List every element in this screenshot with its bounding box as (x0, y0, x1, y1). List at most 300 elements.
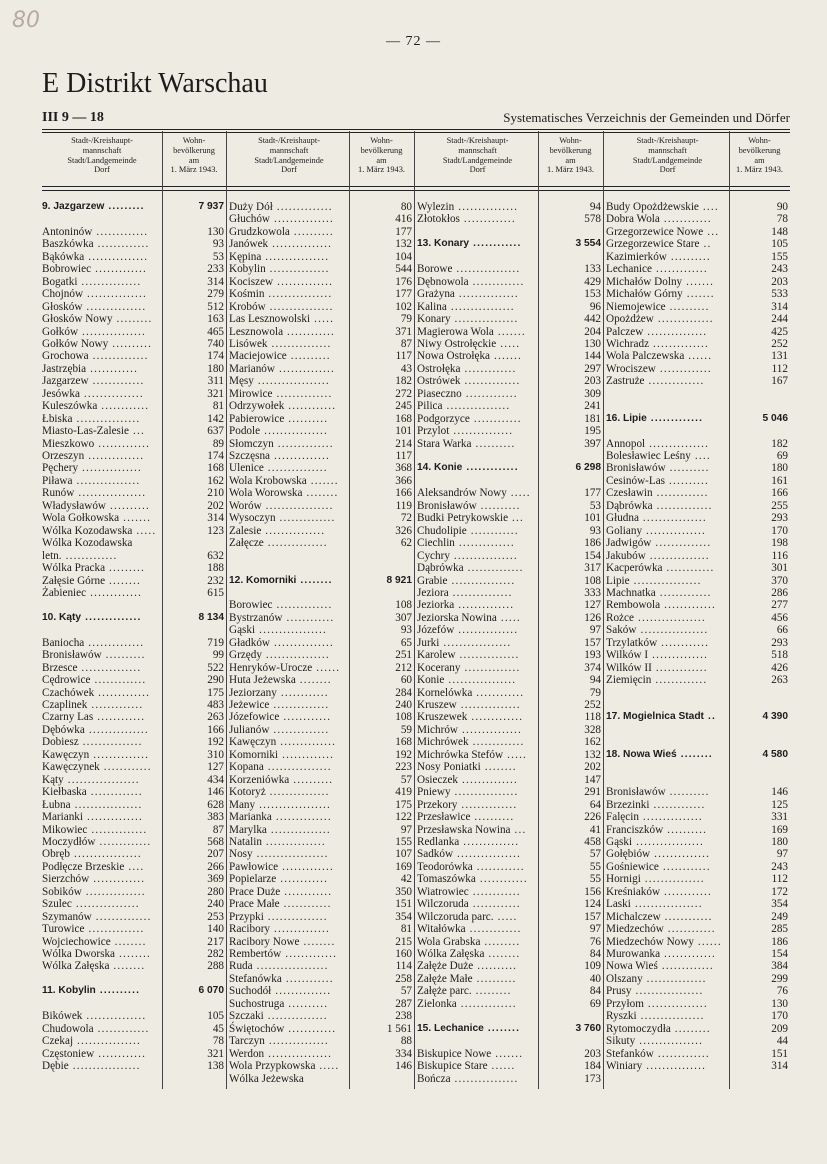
population-value: 97 (776, 848, 788, 861)
place-row (42, 836, 224, 848)
dot-leader: ............... (81, 885, 146, 898)
population-value: 168 (395, 412, 412, 425)
place-name: Osieczek .............. (417, 773, 518, 786)
place-name: Grzegorzewice Nowe ... (606, 225, 720, 238)
population-value: 578 (584, 213, 601, 226)
population-value: 207 (207, 848, 224, 861)
population-value: 253 (207, 910, 224, 923)
dot-leader: ..... (315, 1060, 340, 1073)
place-name: Many .................. (229, 798, 332, 811)
place-name: Wilków I .............. (606, 649, 709, 662)
place-row (417, 774, 601, 786)
dot-leader: ............. (646, 412, 704, 424)
dot-leader: .............. (84, 450, 145, 462)
place-name: Wilczoruda ............ (417, 898, 521, 911)
population-value: 69 (589, 997, 601, 1010)
place-row (229, 774, 412, 786)
place-row (606, 985, 788, 997)
place-name: Borowiec .............. (229, 599, 333, 612)
population-value: 170 (771, 1010, 788, 1023)
population-value: 146 (207, 786, 224, 799)
dot-leader: .............. (272, 599, 333, 612)
gemeinde-heading (42, 612, 224, 624)
dot-leader: ................. (70, 798, 143, 811)
population-value: 108 (584, 574, 601, 587)
place-name: Kacperówka ............ (606, 562, 715, 575)
place-name: Aleksandrów Nowy ..... (417, 487, 531, 500)
dot-leader: ................ (264, 288, 333, 301)
place-name: Wólka Kozodawska (42, 537, 133, 550)
place-name: Przekory .............. (417, 798, 518, 811)
dot-leader: ............. (660, 599, 717, 612)
dot-leader: .......... (286, 350, 331, 363)
place-row (606, 263, 788, 275)
dot-leader: ............... (455, 649, 520, 662)
place-row (229, 375, 412, 387)
place-name: 13. Konary ............ (417, 238, 522, 250)
population-value: 157 (584, 636, 601, 649)
place-row (229, 861, 412, 873)
dot-leader: ................. (630, 898, 703, 911)
place-name: Gładków ............... (229, 636, 334, 649)
population-value: 333 (584, 586, 601, 599)
population-value: 93 (400, 624, 412, 637)
place-row (42, 724, 224, 736)
place-row (606, 201, 788, 213)
place-row (606, 811, 788, 823)
population-value: 272 (395, 387, 412, 400)
population-value: 203 (584, 1047, 601, 1060)
place-name: Ostrówek .............. (417, 375, 521, 388)
dot-leader: ............... (83, 288, 147, 301)
dot-leader: ............ (466, 524, 519, 537)
dot-leader: ..... (310, 313, 335, 326)
dot-leader: .............. (273, 275, 334, 288)
population-value: 156 (584, 885, 601, 898)
place-row (417, 637, 601, 649)
top-rule-inner (42, 132, 790, 133)
dot-leader: ............ (475, 873, 528, 886)
place-name: Orzeszyn .............. (42, 450, 145, 462)
place-row (229, 276, 412, 288)
place-row (606, 973, 788, 985)
place-row (606, 251, 788, 263)
place-row (417, 338, 601, 350)
dot-leader: ............... (642, 972, 707, 985)
population-value: 123 (207, 524, 224, 537)
place-row (606, 886, 788, 898)
dot-leader: ................ (73, 1035, 142, 1048)
place-name: Załęże parc. ......... (417, 985, 512, 998)
dot-leader: ............... (78, 736, 143, 749)
population-value: 182 (395, 375, 412, 388)
place-row (417, 413, 601, 425)
dot-leader: ............... (266, 823, 331, 836)
place-row (417, 848, 601, 860)
gemeinde-heading (229, 575, 412, 587)
header-population: Wohn- bevölkerung am 1. März 1943. (547, 136, 594, 175)
place-name: Wólka Załęska ........ (417, 948, 521, 960)
population-value: 146 (395, 1060, 412, 1073)
dot-leader: ............... (264, 1035, 329, 1048)
population-value: 88 (400, 1035, 412, 1048)
dot-leader: ............... (643, 997, 708, 1010)
dot-leader: .............. (456, 997, 517, 1010)
population-value: 78 (776, 213, 788, 226)
population-value: 202 (207, 499, 224, 512)
place-name: Wólka Dworska ........ (42, 948, 151, 960)
place-row (417, 350, 601, 362)
place-name: Jurki ................. (417, 636, 512, 649)
dot-leader: ......... (480, 935, 521, 948)
gemeinde-heading (606, 749, 788, 761)
population-value: 97 (589, 624, 601, 637)
population-value: 238 (395, 1010, 412, 1023)
place-row (229, 923, 412, 935)
population-value: 119 (395, 499, 412, 512)
population-value: 84 (589, 985, 601, 998)
population-value: 59 (400, 723, 412, 736)
place-name: Bolesławiec Leśny .... (606, 450, 711, 462)
place-name: Antoninów ............. (42, 225, 149, 238)
population-value: 3 554 (575, 238, 601, 250)
place-name: Łubna ................. (42, 798, 143, 811)
place-name: Rytomoczydła ......... (606, 1022, 711, 1035)
place-row (417, 375, 601, 387)
place-name: Dąbrówka .............. (417, 562, 524, 575)
population-value: 397 (584, 437, 601, 450)
dot-leader: .................. (252, 848, 329, 861)
place-row (229, 599, 412, 611)
dot-leader: ................ (450, 1072, 519, 1085)
dot-leader: ............. (278, 748, 335, 761)
place-row (229, 811, 412, 823)
place-name: Popielarze ............ (229, 873, 329, 886)
place-row (42, 848, 224, 860)
dot-leader: .......... (101, 649, 146, 662)
population-value: 62 (400, 537, 412, 550)
place-name: Grochowa .............. (42, 350, 149, 363)
place-name: Wólka Jeżewska (229, 1072, 304, 1085)
population-value: 314 (771, 300, 788, 313)
population-value: 522 (207, 661, 224, 674)
population-value: 366 (395, 474, 412, 487)
place-row (606, 438, 788, 450)
dot-leader: ............... (645, 437, 710, 450)
place-name: 10. Kąty .............. (42, 611, 142, 623)
dot-leader: .......... (95, 985, 141, 997)
population-value: 175 (395, 798, 412, 811)
place-row (42, 238, 224, 250)
population-value: 309 (584, 387, 601, 400)
population-value: 177 (395, 288, 412, 301)
population-value: 168 (395, 736, 412, 749)
place-row (229, 537, 412, 549)
place-name: Wólka Załęska ........ (42, 960, 146, 973)
population-value: 282 (207, 948, 224, 960)
dot-leader: ............. (93, 1022, 150, 1035)
place-name: Janówek ............... (229, 238, 333, 251)
place-name: Obręb ................. (42, 848, 142, 861)
dot-leader: ............. (657, 960, 714, 973)
population-value: 162 (207, 474, 224, 487)
population-value: 310 (207, 748, 224, 761)
dot-leader: ..... (496, 337, 521, 350)
population-value: 94 (589, 201, 601, 213)
place-row (42, 450, 224, 462)
population-value: 176 (395, 275, 412, 288)
place-name: Prusy ................. (606, 985, 704, 998)
dot-leader: .......... (289, 773, 334, 786)
population-value: 637 (207, 425, 224, 438)
population-value: 368 (395, 462, 412, 475)
dot-leader: .......... (284, 412, 329, 425)
place-row (417, 624, 601, 636)
dot-leader: ................. (255, 624, 328, 637)
place-row (229, 400, 412, 412)
population-value: 240 (207, 898, 224, 911)
place-row (42, 375, 224, 387)
place-row (417, 500, 601, 512)
population-value: 374 (584, 661, 601, 674)
place-name: Pilica ................ (417, 400, 511, 413)
place-row (417, 301, 601, 313)
place-name: Rembertów ............. (229, 948, 338, 960)
population-value: 105 (207, 1010, 224, 1023)
population-value: 245 (395, 400, 412, 413)
place-row (417, 724, 601, 736)
dot-leader: ................ (72, 474, 141, 487)
dot-leader: .............. (454, 599, 515, 612)
dot-leader: .......... (106, 499, 150, 512)
place-name: Kornelówka ............ (417, 686, 525, 699)
place-row (606, 873, 788, 885)
dot-leader: .............. (652, 499, 713, 512)
place-row (417, 711, 601, 723)
population-value: 288 (207, 960, 224, 973)
place-row (606, 911, 788, 923)
dot-leader: ............... (82, 300, 147, 313)
place-name: Głosków ............... (42, 300, 147, 313)
place-name: Jeziora ............... (417, 586, 513, 599)
place-name: Bikówek ............... (42, 1010, 147, 1023)
place-row (229, 326, 412, 338)
population-value: 97 (589, 923, 601, 936)
dot-leader: ........ (105, 574, 142, 587)
section-code: III 9 — 18 (42, 110, 104, 125)
population-value: 512 (207, 300, 224, 313)
place-name: Wysoczyn .............. (229, 512, 336, 525)
place-row (606, 512, 788, 524)
place-name: Zielonka .............. (417, 997, 517, 1010)
place-row (606, 313, 788, 325)
dot-leader: ............ (279, 898, 332, 911)
population-value: 76 (589, 935, 601, 948)
population-value: 101 (584, 512, 601, 525)
place-row (606, 824, 788, 836)
place-name: Kiełbaska ............. (42, 786, 143, 799)
dot-leader: .............. (650, 848, 711, 861)
place-row (417, 562, 601, 574)
dot-leader: .............. (272, 201, 333, 213)
place-row (42, 824, 224, 836)
place-row (229, 836, 412, 848)
dot-leader: .......... (472, 972, 517, 985)
page-number: — 72 — (386, 34, 441, 49)
population-value: 240 (395, 699, 412, 711)
place-row (42, 1035, 224, 1047)
population-value: 334 (395, 1047, 412, 1060)
place-row (606, 786, 788, 798)
place-name: Jadwigów .............. (606, 537, 712, 550)
population-value: 130 (771, 997, 788, 1010)
place-row (417, 550, 601, 562)
population-value: 57 (400, 773, 412, 786)
dot-leader: ............ (660, 910, 713, 923)
place-row (417, 662, 601, 674)
place-row (229, 288, 412, 300)
dot-leader: ............... (84, 723, 149, 736)
population-value: 172 (771, 885, 788, 898)
population-value: 93 (589, 524, 601, 537)
dot-leader: .............. (87, 823, 148, 836)
population-value: 124 (584, 898, 601, 911)
place-row (229, 960, 412, 972)
population-value: 157 (584, 910, 601, 923)
dot-leader: ........ (115, 948, 151, 960)
place-name: Komorniki ............. (229, 748, 335, 761)
dot-leader: ............... (642, 1060, 707, 1073)
place-name: Wilczoruda parc. ..... (417, 910, 518, 923)
dot-leader: ............ (660, 885, 713, 898)
population-value: 4 390 (762, 711, 788, 723)
dot-leader: ....... (119, 512, 152, 525)
population-value: 42 (400, 873, 412, 886)
place-row (229, 301, 412, 313)
population-value: 173 (584, 1072, 601, 1085)
place-row (42, 562, 224, 574)
place-row (42, 1060, 224, 1072)
place-row (229, 799, 412, 811)
place-row (229, 649, 412, 661)
dot-leader: .......... (284, 997, 329, 1010)
dot-leader: .............. (270, 923, 330, 936)
population-value: 217 (207, 935, 224, 948)
place-name: Jeziorka .............. (417, 599, 515, 612)
dot-leader: ..... (496, 611, 521, 624)
place-row (229, 711, 412, 723)
dot-leader: ............. (61, 549, 118, 562)
population-value: 162 (584, 736, 601, 749)
place-row (42, 960, 224, 972)
population-value: 151 (395, 898, 412, 911)
place-name: Witałówka ............. (417, 923, 522, 936)
place-name: Natalin ............... (229, 835, 326, 848)
place-name: Bogatki ............... (42, 275, 142, 288)
place-name: 17. Mogielnica Stadt .. (606, 711, 717, 723)
place-row (606, 861, 788, 873)
place-name: Głosków Nowy ......... (42, 313, 153, 326)
place-name: Wola Worowska ........ (229, 487, 339, 500)
place-row (229, 512, 412, 524)
dot-leader: ............ (282, 611, 335, 624)
place-row (417, 1060, 601, 1072)
place-name: Józefowice ............ (229, 711, 332, 724)
place-name: Wola Gołkowska ....... (42, 512, 152, 525)
population-value: 101 (395, 425, 412, 438)
place-row (417, 923, 601, 935)
place-name: Szymanów .............. (42, 910, 152, 923)
dot-leader: ............... (82, 1010, 147, 1023)
dot-leader: .............. (271, 985, 332, 998)
population-value: 154 (584, 549, 601, 562)
population-value: 57 (400, 985, 412, 998)
population-value: 44 (776, 1035, 788, 1048)
population-value: 89 (212, 437, 224, 450)
place-name: Brzezinki ............. (606, 798, 706, 811)
dot-leader: ............ (469, 238, 522, 250)
place-row (42, 948, 224, 960)
population-value: 166 (771, 487, 788, 500)
place-row (42, 911, 224, 923)
place-name: letn. ............. (42, 549, 118, 562)
place-name: Grabie ................ (417, 574, 516, 587)
dot-leader: ................. (636, 624, 709, 637)
place-name: 11. Kobylin .......... (42, 985, 141, 997)
place-row (417, 363, 601, 375)
dot-leader: .............. (88, 350, 149, 363)
dot-leader: .............. (458, 773, 518, 786)
place-name: Kopana ................ (229, 761, 332, 774)
population-value: 193 (584, 649, 601, 662)
place-name: Brzesce ............... (42, 661, 142, 674)
place-name: Wilków II ............. (606, 661, 708, 674)
dot-leader: ................ (261, 250, 330, 263)
dot-leader: ............... (454, 201, 519, 213)
population-value: 426 (771, 661, 788, 674)
population-value: 108 (395, 711, 412, 724)
place-row (229, 313, 412, 325)
place-row (229, 1023, 412, 1035)
dot-leader: ...... (487, 1060, 516, 1073)
place-name: Dębie ................. (42, 1060, 141, 1073)
dot-leader: ............... (645, 549, 710, 562)
dot-leader: ............ (97, 400, 150, 413)
population-value: 198 (771, 537, 788, 550)
population-value: 131 (771, 350, 788, 363)
dot-leader: ............... (643, 325, 708, 338)
dot-leader: ............... (263, 462, 328, 475)
place-name: Wichradz .............. (606, 337, 709, 350)
dot-leader: ............... (84, 250, 149, 263)
place-row (229, 388, 412, 400)
population-value: 632 (207, 549, 224, 562)
place-row (417, 824, 601, 836)
dot-leader: .................. (253, 375, 330, 388)
dot-leader: ............. (90, 674, 147, 687)
population-value: 6 298 (575, 462, 601, 474)
dot-leader: .............. (454, 537, 515, 550)
place-row (417, 288, 601, 300)
population-value: 117 (395, 450, 412, 462)
dot-leader: ............... (268, 238, 333, 251)
population-value: 72 (400, 512, 412, 525)
place-row (606, 213, 788, 225)
population-value: 719 (207, 636, 224, 649)
dot-leader: ............... (263, 1010, 328, 1023)
population-value: 87 (400, 337, 412, 350)
place-row (42, 936, 224, 948)
